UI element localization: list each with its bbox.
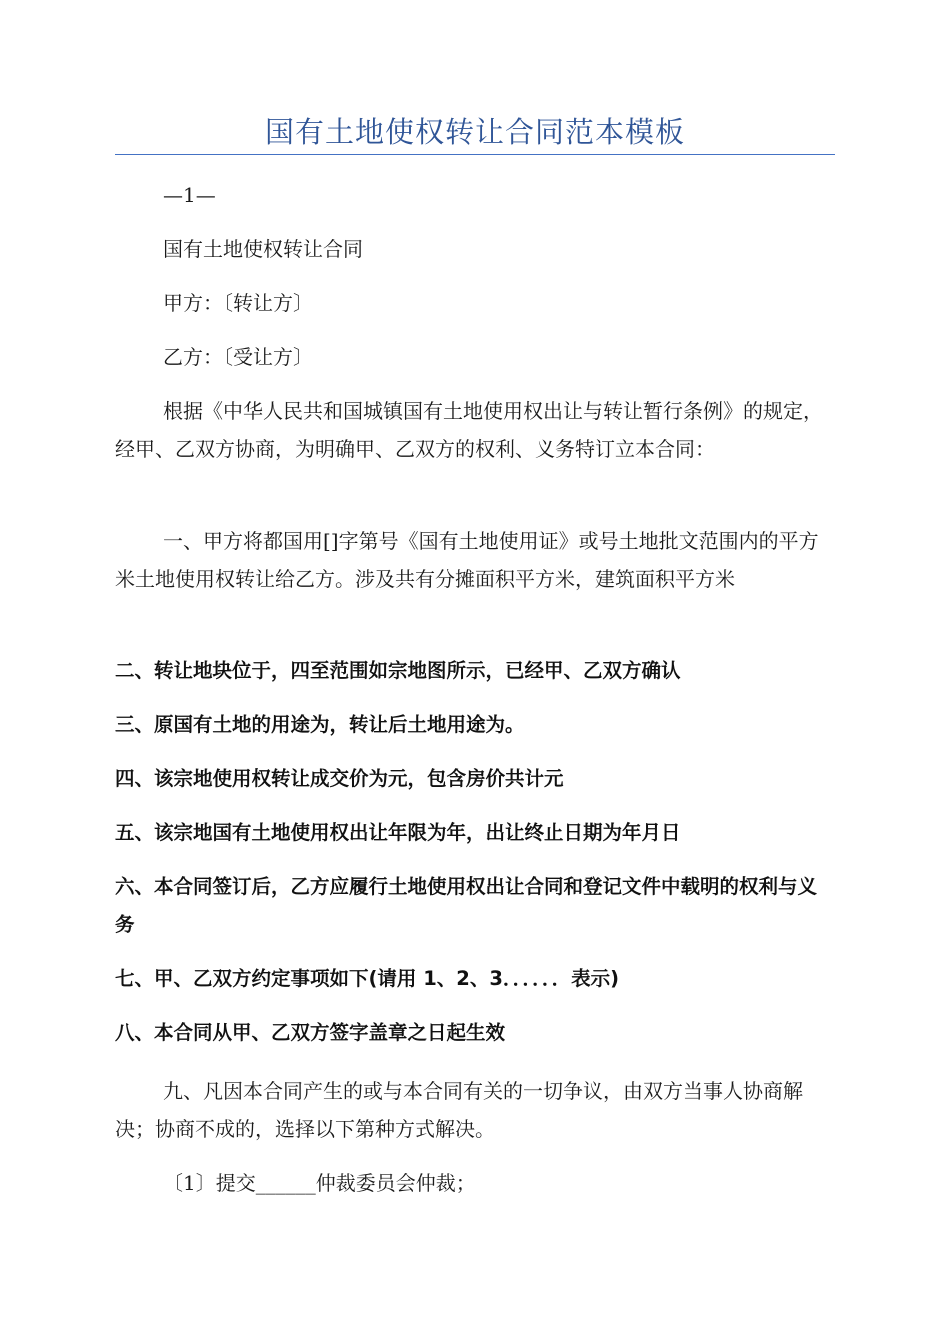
clause-9: 九、凡因本合同产生的或与本合同有关的一切争议，由双方当事人协商解决；协商不成的，选择以下第种方式解决。 <box>115 1079 803 1141</box>
clause-2: 二、转让地块位于，四至范围如宗地图所示，已经甲、乙双方确认 <box>115 659 681 682</box>
preamble-paragraph: 根据《中华人民共和国城镇国有土地使用权出让与转让暂行条例》的规定，经甲、乙双方协商，为明确甲、乙双方的权利、义务特订立本合同： <box>115 399 823 461</box>
party-a-line: 甲方：〔转让方〕 <box>163 291 313 315</box>
page-number-marker: —1— <box>163 183 216 207</box>
clause-1: 一、甲方将都国用[]字第号《国有土地使用证》或号土地批文范围内的平方米土地使用权转让给乙方。涉及共有分摊面积平方米，建筑面积平方米 <box>115 529 819 591</box>
party-b-line: 乙方：〔受让方〕 <box>163 345 313 369</box>
dispute-option-1: 〔1〕提交______仲裁委员会仲裁； <box>163 1171 476 1195</box>
title-underline <box>115 154 835 155</box>
document-title: 国有土地使权转让合同范本模板 <box>264 115 685 149</box>
clause-3: 三、原国有土地的用途为，转让后土地用途为。 <box>115 713 525 736</box>
clause-8: 八、本合同从甲、乙双方签字盖章之日起生效 <box>115 1021 506 1044</box>
clause-5: 五、该宗地国有土地使用权出让年限为年，出让终止日期为年月日 <box>115 821 681 844</box>
clause-7: 七、甲、乙双方约定事项如下(请用 1、2、3．．．．．．表示) <box>115 967 620 990</box>
clause-4: 四、该宗地使用权转让成交价为元，包含房价共计元 <box>115 767 564 790</box>
clause-6: 六、本合同签订后，乙方应履行土地使用权出让合同和登记文件中载明的权利与义务 <box>115 875 818 936</box>
contract-heading: 国有土地使权转让合同 <box>163 237 363 261</box>
